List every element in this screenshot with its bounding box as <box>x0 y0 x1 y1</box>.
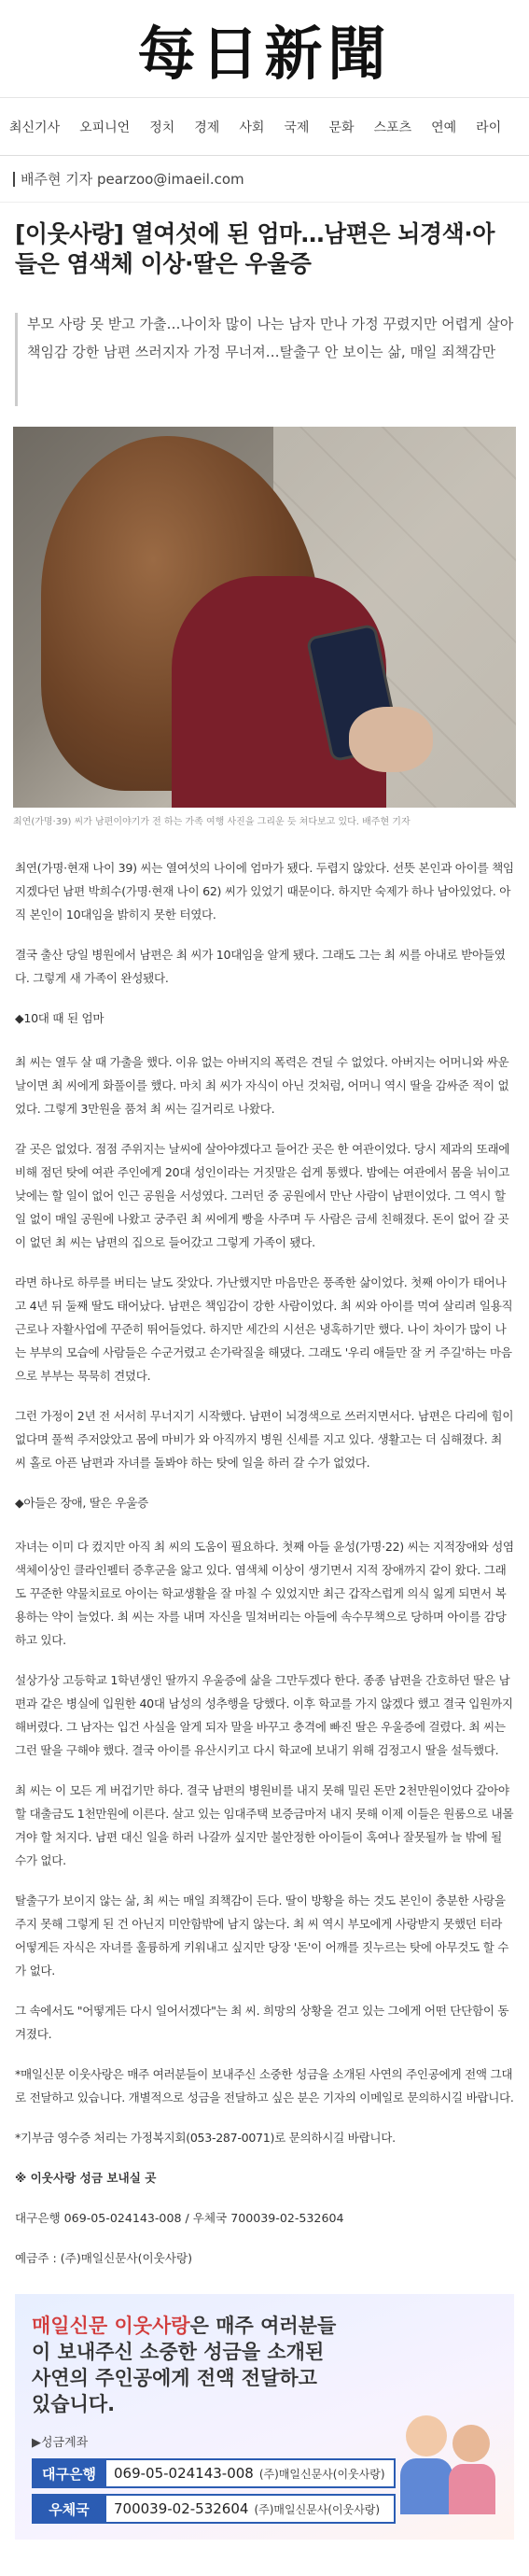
section-nav <box>0 98 529 156</box>
article-paragraph: 라면 하나로 하루를 버티는 날도 잦았다. 가난했지만 마음만은 풍족한 삶이었다. 첫째 아이가 태어나고 4년 뒤 둘째 딸도 태어났다. 남편은 책임감이 강한 사람이었다. 최 씨와 아이를 먹여 살리려 일용직 근로나 자활사업에 꾸준히 뛰어들었다. 하지만 세간의 시선은 냉혹하기만 했다. 나이 차이가 많이 나는 부부의 모습에 사람들은 수군거렸고 손가락질을 해댔다. 그래도 '우리 애들만 잘 커 주길'하는 마음으로 부부는 묵묵히 견뎠다. <box>15 1275 513 1383</box>
nav-item-opinion[interactable]: 오피니언 <box>79 120 131 135</box>
banner-account-holder: (주)매일신문사(이웃사랑) <box>254 2502 381 2516</box>
photo-hand <box>349 707 433 772</box>
article-paragraph: 최 씨는 이 모든 게 버겁기만 하다. 결국 남편의 병원비를 내지 못해 밀린 돈만 2천만원이었다 갚아야할 대출금도 1천만원에 이른다. 살고 있는 임대주택 보증금마저 내지 못해 이제 이들은 원룸으로 내몰겨야 할 처지다. 남편 대신 일을 하러 나갈까 싶지만 불안정한 아이들이 혹여나 잘못될까 늘 밖에 될 수가 없다. <box>15 1783 514 1867</box>
article-paragraph: 자녀는 이미 다 컸지만 아직 최 씨의 도움이 필요하다. 첫째 아들 윤성(가명·22) 씨는 지적장애와 성염색체이상인 클라인펠터 증후군을 앓고 있다. 염색체 이상이 생기면서 지적 장애까지 같이 왔다. 그래도 꾸준한 약물치료로 아이는 학교생활을 잘 마칠 수 있었지만 최근 갑작스럽게 의식 잃게 되면서 복용하는 약이 늘었다. 최 씨는 자를 내며 자신을 밀쳐버리는 아들에 속수무책으로 당하며 아이를 감당하고 있다. <box>15 1540 514 1647</box>
banner-text <box>32 2313 340 2417</box>
article-paragraph: 최연(가명·현재 나이 39) 씨는 열여섯의 나이에 엄마가 됐다. 두렵지 않았다. 선뜻 본인과 아이를 책임지겠다던 남편 박희수(가명·현재 나이 62) 씨가 있었기 때문이다. 하지만 숙제가 하나 남아있었다. 아직 본인이 10대임을 밝히지 못한 터였다. <box>15 861 514 922</box>
byline-text[interactable]: 배주현 기자 pearzoo@imaeil.com <box>21 171 244 188</box>
subheadlines <box>15 313 514 406</box>
donation-accounts: 대구은행 069-05-024143-008 / 우체국 700039-02-532604 <box>15 2211 344 2225</box>
article-photo <box>13 427 516 808</box>
nav-item-latest[interactable]: 최신기사 <box>9 120 61 135</box>
banner-account-row <box>32 2494 396 2524</box>
nav-item-economy[interactable]: 경제 <box>194 120 220 135</box>
illustration-head <box>406 2415 447 2456</box>
article-paragraph: 그런 가정이 2년 전 서서히 무너지기 시작했다. 남편이 뇌경색으로 쓰러지면서다. 남편은 다리에 힘이 없다며 풀썩 주저앉았고 몸에 마비가 와 아직까지 병원 신세를 지고 있다. 생활고는 더 심해졌다. 최 씨 홀로 아픈 남편과 자녀를 돌봐야 하는 탓에 일을 하러 갈 수가 없었다. <box>15 1409 514 1470</box>
nav-item-society[interactable]: 사회 <box>239 120 265 135</box>
subheadline-2: 책임감 강한 남편 쓰러지자 가정 무너져…탈출구 안 보이는 삶, 매일 죄책감만 <box>27 344 496 360</box>
banner-account-number: 700039-02-532604 (주)매일신문사(이웃사랑) <box>106 2496 394 2522</box>
banner-bank-name: 우체국 <box>49 2500 90 2518</box>
nav-item-politics[interactable]: 정치 <box>149 120 175 135</box>
donation-banner[interactable] <box>15 2294 514 2540</box>
article-section-heading: ◆10대 때 된 엄마 <box>15 1011 104 1025</box>
article-paragraph: 그 속에서도 "어떻게든 다시 일어서겠다"는 최 씨. 희망의 상황을 걷고 있는 그에게 어떤 단단함이 동겨졌다. <box>15 2004 509 2041</box>
masthead <box>0 0 529 98</box>
article-section-heading: ◆아들은 장애, 딸은 우울증 <box>15 1496 148 1510</box>
article-paragraph: 탈출구가 보이지 않는 삶, 최 씨는 매일 죄책감이 든다. 딸이 방황을 하는 것도 본인이 충분한 사랑을 주지 못해 그렇게 된 건 아닌지 미안함밖에 남지 않는다. 최 씨 역시 부모에게 사랑받지 못했던 터라 어떻게든 자식은 자녀를 훌륭하게 키워내고 싶지만 당장 '돈'이 어깨를 짓누르는 탓에 아무것도 할 수가 없다. <box>15 1893 509 1978</box>
donation-holder: 예금주 : (주)매일신문사(이웃사랑) <box>15 2251 193 2265</box>
subheadline-1: 부모 사랑 못 받고 가출…나이차 많이 나는 남자 만나 가정 꾸렸지만 어렵게 살아 <box>27 316 514 332</box>
article-paragraph: 결국 출산 당일 병원에서 남편은 최 씨가 10대임을 알게 됐다. 그래도 그는 최 씨를 아내로 받아들였다. 그렇게 새 가족이 완성됐다. <box>15 948 506 985</box>
illustration-body <box>449 2464 495 2514</box>
article-paragraph: 최 씨는 열두 살 때 가출을 했다. 이유 없는 아버지의 폭력은 견딜 수 없었다. 아버지는 어머니와 싸운 날이면 최 씨에게 화풀이를 했다. 마치 최 씨가 자식이 아닌 것처럼, 어머니 역시 딸을 감싸준 적이 없었다. 그렇게 3만원을 품쳐 최 씨는 길거리로 나왔다. <box>15 1055 509 1116</box>
headline: [이웃사랑] 열여섯에 된 엄마…남편은 뇌경색·아들은 염색체 이상·딸은 우울증 <box>15 220 494 277</box>
byline-divider <box>13 172 15 187</box>
banner-account-holder: (주)매일신문사(이웃사랑) <box>258 2467 385 2481</box>
banner-account-row <box>32 2458 396 2488</box>
article-body <box>0 845 529 2149</box>
banner-bank-name: 대구은행 <box>42 2465 96 2483</box>
nav-item-culture[interactable]: 문화 <box>328 120 355 135</box>
nav-item-sports[interactable]: 스포츠 <box>373 120 412 135</box>
donation-title: ※ 이웃사랑 성금 보내실 곳 <box>15 2171 157 2185</box>
article-paragraph: 갈 곳은 없었다. 점점 주위지는 날씨에 살아야겠다고 들어간 곳은 한 여관이었다. 당시 제과의 또래에 비해 점던 탓에 여관 주인에게 20대 성인이라는 거짓말은 쉽게 통했다. 밤에는 여관에서 몸을 뉘이고 낮에는 할 일이 없어 인근 공원을 서성였다. 그러던 중 공원에서 만난 사람이 남편이었다. 그 역시 할 일 없이 매일 공원에 나왔고 궁주린 최 씨에게 빵을 사주며 두 사람은 금세 친해졌다. 돈이 없어 갈 곳이 없던 최 씨는 남편의 집으로 들어갔고 그렇게 가족이 됐다. <box>15 1142 510 1249</box>
nav-item-international[interactable]: 국제 <box>284 120 310 135</box>
banner-illustration <box>397 2397 499 2518</box>
photo-caption: 최연(가명·39) 씨가 남편이야기가 전 하는 가족 여행 사진을 그리운 듯 쳐다보고 있다. 배주현 기자 <box>13 817 411 827</box>
banner-account-label: ▶성금계좌 <box>32 2436 89 2450</box>
article-paragraph: 설상가상 고등학교 1학년생인 딸까지 우울증에 삶을 그만두겠다 한다. 종종 남편을 간호하던 딸은 남편과 같은 병실에 입원한 40대 남성의 성추행을 당했다. 이후 학교를 가지 않겠다 했고 결국 입원까지 해버렸다. 그 남자는 입건 사실을 알게 되자 말을 바꾸고 충격에 빠진 딸은 우울증에 걸렸다. 최 씨는 그런 딸을 구해야 했다. 결국 아이를 유산시키고 다시 학교에 보내기 위해 검정고시 딸을 설득했다. <box>15 1673 513 1757</box>
byline <box>0 156 529 203</box>
illustration-head <box>452 2425 490 2462</box>
illustration-body <box>400 2458 452 2514</box>
banner-message: 은 매주 여러분들이 보내주신 소중한 성금을 소개된 사연의 주인공에게 전액 전달하고 있습니다. <box>32 2315 337 2415</box>
nav-item-entertainment[interactable]: 연예 <box>431 120 457 135</box>
nav-item-life[interactable]: 라이 <box>476 120 502 135</box>
banner-account-number: 069-05-024143-008 (주)매일신문사(이웃사랑) <box>106 2460 394 2486</box>
receipt-notice: *기부금 영수증 처리는 가정복지회(053-287-0071)로 문의하시길 바랍니다. <box>15 2131 396 2145</box>
banner-brand: 매일신문 이웃사랑 <box>32 2315 190 2337</box>
donation-notice: *매일신문 이웃사랑은 매주 여러분들이 보내주신 소중한 성금을 소개된 사연의 주인공에게 전액 그대로 전달하고 있습니다. 개별적으로 성금을 전달하고 싶은 분은 기자의 이메일로 문의하시길 바랍니다. <box>15 2067 514 2104</box>
donation-info <box>0 2166 529 2270</box>
site-logo[interactable]: 每日新聞 <box>137 19 392 88</box>
